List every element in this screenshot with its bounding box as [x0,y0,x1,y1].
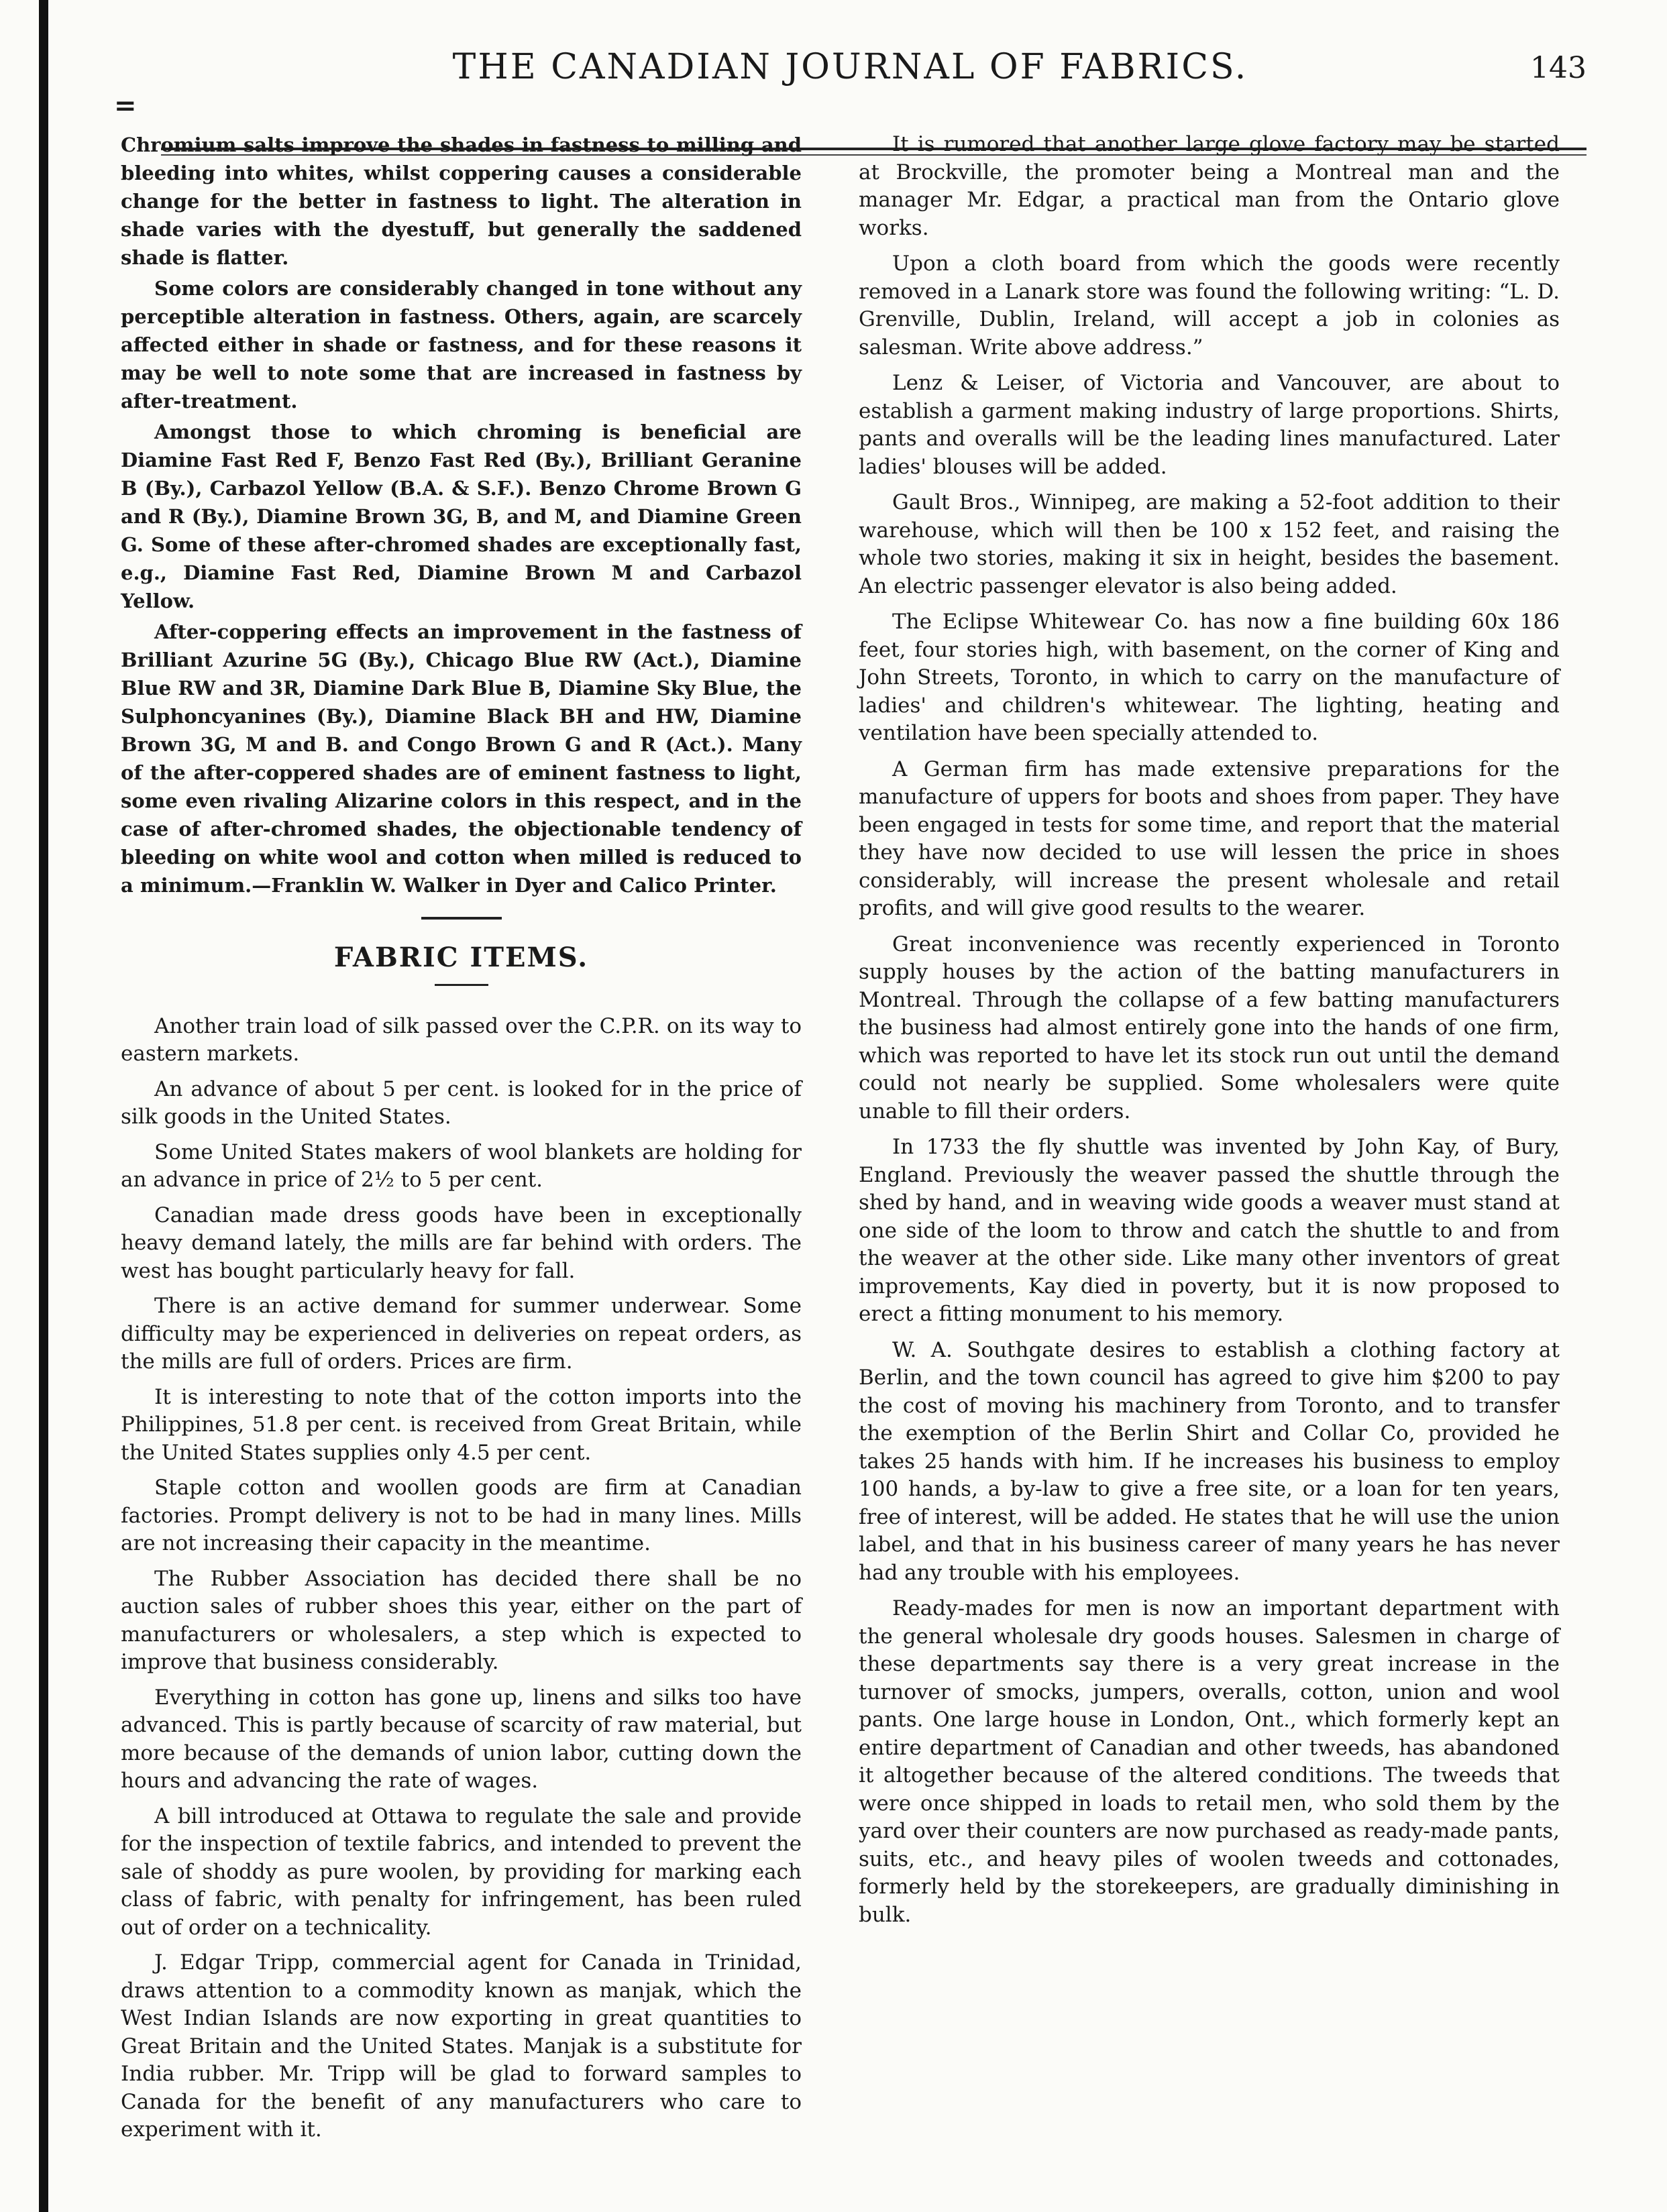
news-item: J. Edgar Tripp, commercial agent for Canada in Trinidad, draws attention to a commodity known as manjak, which the West Indian Islands are now exporting in great quantities to Great Britain and the United States. Manjak is a substitute for India rubber. Mr. Tripp will be glad to forward samples to Canada for the benefit of any manufacturers who care to experiment with it. [121,1950,802,2142]
left-column [121,131,802,2152]
news-item: It is rumored that another large glove factory may be started at Brockville, the promoter being a Montreal man and the manager Mr. Edgar, a practical man from the Ontario glove works. [859,132,1560,240]
news-item: W. A. Southgate desires to establish a clothing factory at Berlin, and the town council has agreed to give him $200 to pay the cost of moving his machinery from Toronto, and to transfer the exemption of the Berlin Shirt and Collar Co, provided he takes 25 hands with him. If he increases his business to employ 100 hands, a by-law to give a free site, or a loan for ten years, free of interest, will be added. He states that he will use the union label, and that in his business career of many years he has never had any trouble with his employees. [859,1337,1560,1585]
news-item: Ready-mades for men is now an important department with the general wholesale dry goods houses. Salesmen in charge of these departments say there is a very great increase in the turnover of smocks, jumpers, overalls, cotton, union and wool pants. One large house in London, Ont., which formerly kept an entire department of Canadian and other tweeds, has abandoned it altogether because of the altered conditions. The tweeds that were once shipped in loads to retail men, who sold them by the yard over their counters are now purchased as ready-made pants, suits, etc., and heavy piles of woolen tweeds and cottonades, formerly held by the storekeepers, are gradually diminishing in bulk. [859,1596,1560,1927]
news-item: A German firm has made extensive preparations for the manufacture of uppers for boots and shoes from paper. They have been engaged in tests for some time, and report that the material they have now decided to use will lessen the price in shoes considerably, will increase the present wholesale and retail profits, and will give good results to the wearer. [859,757,1560,920]
page-number: 143 [1530,51,1587,85]
news-item: Upon a cloth board from which the goods were recently removed in a Lanark store was found the following writing: “L. D. Grenville, Dublin, Ireland, will accept a job in colonies as salesman. Write above address.” [859,252,1560,360]
article-paragraph: Some colors are considerably changed in tone without any perceptible alteration in fastness. Others, again, are scarcely affected either in shade or fastness, and for these reasons it may be well to note some that are increased in fastness by after-treatment. [121,277,802,412]
news-item: Another train load of silk passed over the C.P.R. on its way to eastern markets. [121,1013,802,1066]
corner-mark: = [114,90,137,121]
news-item: Everything in cotton has gone up, linens and silks too have advanced. This is partly because of scarcity of raw material, but more because of the demands of union labor, cutting down the hours and advancing the rate of wages. [121,1685,802,1793]
news-item: Staple cotton and woollen goods are firm at Canadian factories. Prompt delivery is not to be had in many lines. Mills are not increasing their capacity in the meantime. [121,1476,802,1555]
section-title: FABRIC ITEMS. [333,942,589,973]
right-column [859,131,1560,1937]
news-item: Some United States makers of wool blankets are holding for an advance in price of 2½ to 5 per cent. [121,1140,802,1192]
news-item: In 1733 the fly shuttle was invented by John Kay, of Bury, England. Previously the weaver passed the shuttle through the shed by hand, and in weaving wide goods a weaver must stand at one side of the loom to throw and catch the shuttle to and from the weaver at the other side. Like many other inventors of great improvements, Kay died in poverty, but it is now proposed to erect a fitting monument to his memory. [859,1135,1560,1326]
news-item: A bill introduced at Ottawa to regulate the sale and provide for the inspection of textile fabrics, and intended to prevent the sale of shoddy as pure woolen, by providing for marking each class of fabric, with penalty for infringement, has been ruled out of order on a technicality. [121,1804,802,1940]
news-item: Gault Bros., Winnipeg, are making a 52-foot addition to their warehouse, which will then be 100 x 152 feet, and raising the whole two stories, making it six in height, besides the basement. An electric passenger elevator is also being added. [859,490,1560,598]
news-item: There is an active demand for summer underwear. Some difficulty may be experienced in deliveries on repeat orders, as the mills are full of orders. Prices are firm. [121,1294,802,1374]
page-binding-edge [39,0,48,2212]
article-paragraph: Amongst those to which chroming is beneficial are Diamine Fast Red F, Benzo Fast Red (By.), Brilliant Geranine B (By.), Carbazol Yellow (B.A. & S.F.). Benzo Chrome Brown G and R (By.), Diamine Brown 3G, B, and M, and Diamine Green G. Some of these after-chromed shades are exceptionally fast, e.g., Diamine Fast Red, Diamine Brown M and Carbazol Yellow. [121,421,802,612]
news-item: Lenz & Leiser, of Victoria and Vancouver, are about to establish a garment making industry of large proportions. Shirts, pants and overalls will be the leading lines manufactured. Later ladies' blouses will be added. [859,371,1560,479]
news-item: Great inconvenience was recently experienced in Toronto supply houses by the action of the batting manufacturers in Montreal. Through the collapse of a few batting manufacturers the business had almost entirely gone into the hands of one firm, which was reported to have let its stock run out until the demand could not nearly be supplied. Some wholesalers were quite unable to fill their orders. [859,932,1560,1123]
page-header [114,47,1587,121]
section-divider [421,917,502,920]
news-item: An advance of about 5 per cent. is looked for in the price of silk goods in the United States. [121,1076,802,1129]
article-paragraph: After-coppering effects an improvement in the fastness of Brilliant Azurine 5G (By.), Chicago Blue RW (Act.), Diamine Blue RW and 3R, Diamine Dark Blue B, Diamine Sky Blue, the Sulphoncyanines (By.), Diamine Black BH and HW, Diamine Brown 3G, M and B. and Congo Brown G and R (Act.). Many of the after-coppered shades are of eminent fastness to light, some even rivaling Alizarine colors in this respect, and in the case of after-chromed shades, the objectionable tendency of bleeding on white wool and cotton when milled is reduced to a minimum.—Franklin W. Walker in Dyer and Calico Printer. [121,620,802,897]
news-item: Canadian made dress goods have been in exceptionally heavy demand lately, the mills are far behind with orders. The west has bought particularly heavy for fall. [121,1203,802,1283]
news-item: The Eclipse Whitewear Co. has now a fine building 60x 186 feet, four stories high, with basement, on the corner of King and John Streets, Toronto, in which to carry on the manufacture of ladies' and children's whitewear. The lighting, heating and ventilation have been specially attended to. [859,610,1560,745]
news-item: It is interesting to note that of the cotton imports into the Philippines, 51.8 per cent. is received from Great Britain, while the United States supplies only 4.5 per cent. [121,1384,802,1465]
article-paragraph: Chromium salts improve the shades in fastness to milling and bleeding into whites, whilst coppering causes a considerable change for the better in fastness to light. The alteration in shade varies with the dyestuff, but generally the saddened shade is flatter. [121,133,802,269]
dyeing-article [121,131,802,899]
news-item: The Rubber Association has decided there shall be no auction sales of rubber shoes this year, either on the part of manufacturers or wholesalers, a step which is expected to improve that business considerably. [121,1566,802,1674]
section-title-rule [435,984,488,986]
fabric-items-list [121,1013,802,2144]
journal-title: THE CANADIAN JOURNAL OF FABRICS. [452,47,1248,87]
